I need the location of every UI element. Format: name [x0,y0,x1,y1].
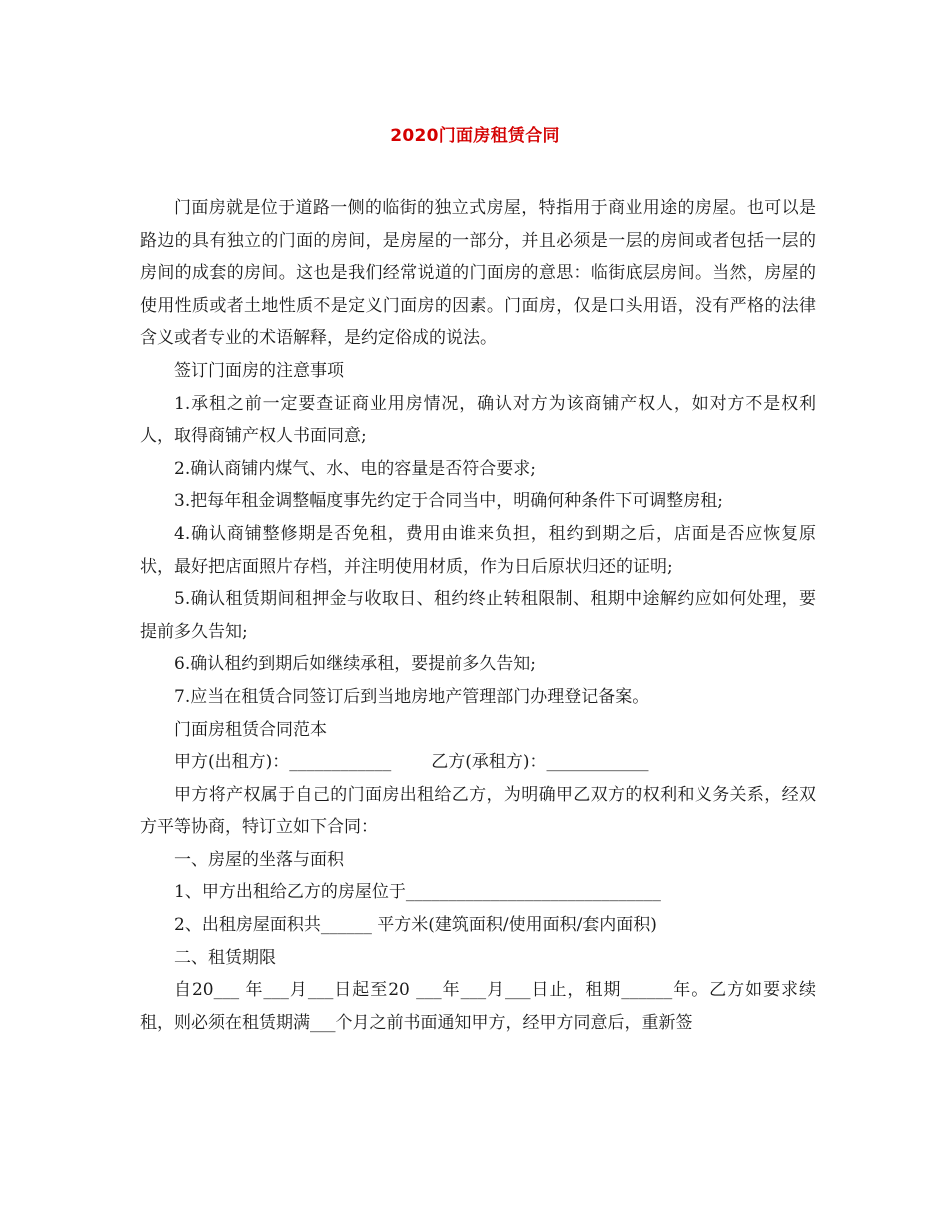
clause-heading-2: 二、租赁期限 [174,947,276,968]
clause-1-2: 2、出租房屋面积共______ 平方米(建筑面积/使用面积/套内面积) [174,915,657,936]
note-item-6: 6.确认租约到期后如继续承租，要提前多久告知; [174,654,536,675]
document-body [140,192,816,1039]
note-item-1: 1.承租之前一定要查证商业用房情况，确认对方为该商铺产权人，如对方不是权利人，取得商铺产权人书面同意; [140,393,816,447]
clause-1-1: 1、甲方出租给乙方的房屋位于______________________________ [174,882,661,903]
note-item-7: 7.应当在租赁合同签订后到当地房地产管理部门办理登记备案。 [174,686,650,707]
section-heading-template: 门面房租赁合同范本 [174,719,327,740]
section-heading-notes: 签订门面房的注意事项 [174,360,344,381]
party-a-field: 甲方(出租方)：____________ [174,752,392,773]
note-item-4: 4.确认商铺整修期是否免租，费用由谁来负担，租约到期之后，店面是否应恢复原状，最好把店面照片存档，并注明使用材质，作为日后原状归还的证明; [140,523,816,577]
clause-heading-1: 一、房屋的坐落与面积 [174,849,344,870]
note-item-3: 3.把每年租金调整幅度事先约定于合同当中，明确何种条件下可调整房租; [174,491,723,512]
document-title: 2020门面房租赁合同 [390,126,560,146]
clause-2-text: 自20___ 年___月___日起至20 ___年___月___日止，租期______年。乙方如要求续租，则必须在租赁期满___个月之前书面通知甲方，经甲方同意后，重新签 [140,980,816,1033]
contract-preamble: 甲方将产权属于自己的门面房出租给乙方，为明确甲乙双方的权利和义务关系，经双方平等协商，特订立如下合同： [140,784,816,838]
note-item-5: 5.确认租赁期间租押金与收取日、租约终止转租限制、租期中途解约应如何处理，要提前多久告知; [140,589,816,642]
parties-row [140,746,816,779]
intro-paragraph: 门面房就是位于道路一侧的临街的独立式房屋，特指用于商业用途的房屋。也可以是路边的具有独立的门面的房间，是房屋的一部分，并且必须是一层的房间或者包括一层的房间的成套的房间。这也是我们经常说道的门面房的意思：临街底层房间。当然，房屋的使用性质或者土地性质不是定义门面房的因素。门面房，仅是口头用语，没有严格的法律含义或者专业的术语解释，是约定俗成的说法。 [140,198,816,349]
party-b-field: 乙方(承租方)：____________ [431,752,649,773]
note-item-2: 2.确认商铺内煤气、水、电的容量是否符合要求; [174,458,536,479]
